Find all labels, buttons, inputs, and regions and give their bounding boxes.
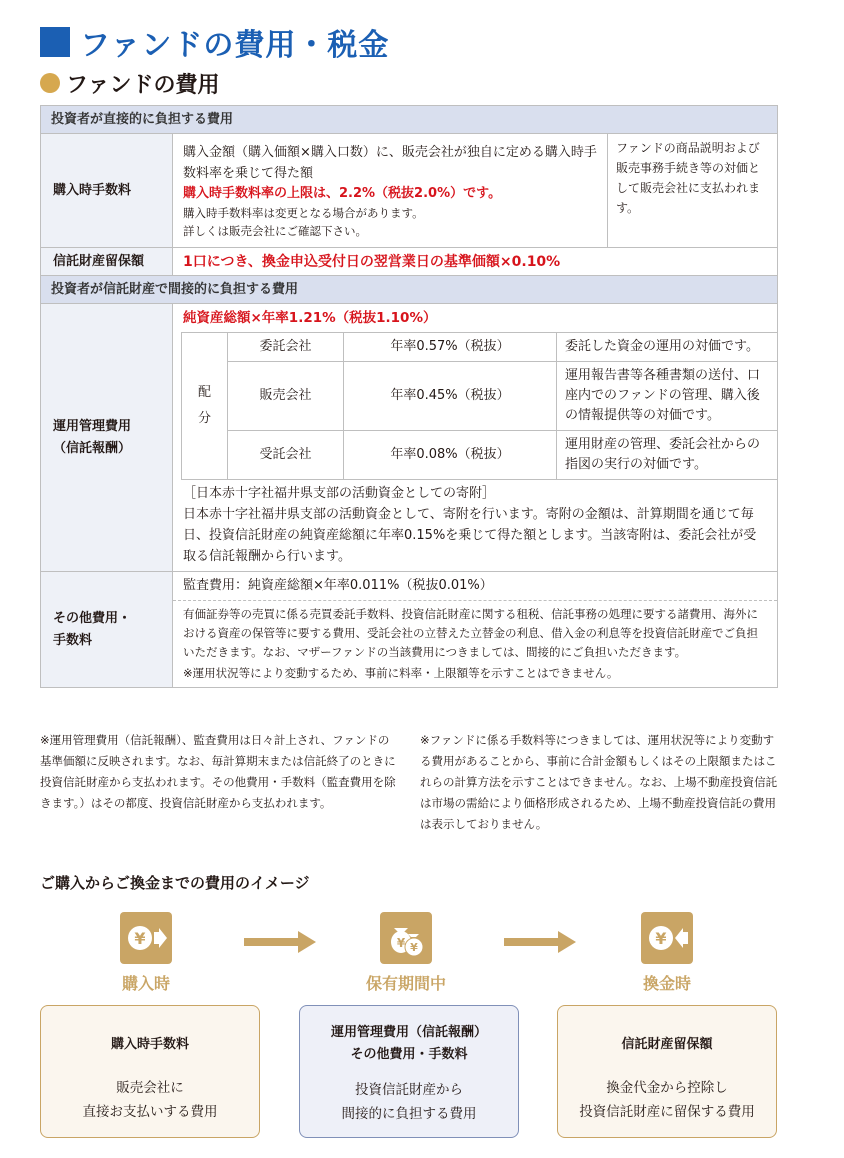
- management-fee-detail: [173, 304, 778, 572]
- step-label-holding: 保有期間中: [365, 974, 446, 993]
- other-fee-label-line2: 手数料: [53, 632, 93, 648]
- holding-cost-desc1: 投資信託財産から: [355, 1082, 463, 1098]
- allocation-row: [182, 362, 778, 431]
- management-fee-label: [41, 304, 173, 572]
- purchase-cost-title: 購入時手数料: [110, 1037, 189, 1052]
- svg-text:¥: ¥: [134, 929, 146, 948]
- purchase-fee-note2: 詳しくは販売会社にご確認下さい。: [183, 223, 367, 238]
- allocation-label-char1: 配: [197, 385, 211, 400]
- purchase-cost-desc2: 直接お支払いする費用: [82, 1104, 218, 1120]
- management-fee-label-line1: 運用管理費用: [53, 418, 132, 434]
- fees-table: [40, 105, 778, 688]
- redemption-cost-title: 信託財産留保額: [621, 1037, 713, 1052]
- purchase-fee-text: 購入金額（購入価額×購入口数）に、販売会社が独自に定める購入時手数料率を乗じて得た額: [183, 144, 597, 181]
- svg-text:¥: ¥: [396, 936, 406, 950]
- audit-fee: 監査費用：純資産総額×年率0.011%（税抜0.01%）: [173, 572, 777, 601]
- arrow-right-icon: [244, 931, 316, 953]
- note-right: ※ファンドに係る手数料等につきましては、運用状況等により変動する費用があることから、事前に合計金額もしくはその上限額またはこれらの計算方法を示すことはできません。なお、上場不動産投資信託は市場の需給により価格形成されるため、上場不動産投資信託の費用は表示しておりません。: [420, 733, 778, 831]
- step-label-redemption: 換金時: [642, 974, 691, 993]
- svg-text:¥: ¥: [655, 929, 667, 948]
- other-fee-text: 有価証券等の売買に係る売買委託手数料、投資信託財産に関する租税、信託事務の処理に要する諸費用、海外における資産の保管等に要する費用、受託会社の立替えた立替金の利息、借入金の利息等を投資信託財産でご負担いただきます。なお、マザーファンドの当該費用につきましては、間接的にご負担いただきます。: [183, 607, 758, 659]
- page-title: [40, 22, 389, 62]
- allocation-rate: 年率0.57%（税抜）: [344, 333, 557, 362]
- purchase-cost-box: [40, 1005, 260, 1138]
- step-label-purchase: 購入時: [121, 974, 170, 993]
- yen-in-icon: [120, 912, 172, 964]
- note-left: ※運用管理費用（信託報酬）、監査費用は日々計上され、ファンドの基準価額に反映されます。なお、毎計算期末または信託終了のときに投資信託財産から支払われます。その他費用・手数料（監査費用を除きます。）はその都度、投資信託財産から支払われます。: [40, 733, 396, 810]
- donation-text: 日本赤十字社福井県支部の活動資金として、寄附を行います。寄附の金額は、計算期間を通じて毎日、投資信託財産の純資産総額に年率0.15%を乗じて得た額とします。当該寄附は、委託会社が受取る信託報酬から行います。: [183, 507, 757, 564]
- allocation-party: 受託会社: [228, 431, 344, 480]
- purchase-fee-label: 購入時手数料: [41, 134, 173, 248]
- redemption-cost-desc2: 投資信託財産に留保する費用: [579, 1104, 755, 1120]
- allocation-desc: 委託した資金の運用の対価です。: [557, 333, 778, 362]
- management-fee-row: [41, 304, 778, 572]
- direct-fees-header: 投資者が直接的に負担する費用: [41, 106, 778, 134]
- indirect-fees-header: 投資者が信託財産で間接的に負担する費用: [41, 276, 778, 304]
- other-fee-label: [41, 572, 173, 688]
- title-square-icon: [40, 27, 70, 57]
- purchase-fee-side-note: ファンドの商品説明および販売事務手続き等の対価として販売会社に支払われます。: [608, 134, 778, 248]
- svg-text:¥: ¥: [410, 941, 418, 954]
- donation-block: [173, 480, 777, 571]
- donation-title: ［日本赤十字社福井県支部の活動資金としての寄附］: [183, 486, 496, 501]
- retention-text: 1口につき、換金申込受付日の翌営業日の基準価額×0.10%: [173, 248, 778, 276]
- management-fee-label-line2: （信託報酬）: [53, 440, 132, 456]
- purchase-fee-detail: [173, 134, 608, 248]
- image-section-title: ご購入からご換金までの費用のイメージ: [40, 874, 310, 892]
- section-title: [40, 68, 220, 98]
- allocation-row: [182, 333, 778, 362]
- other-fee-note: ※運用状況等により変動するため、事前に料率・上限額等を示すことはできません。: [183, 666, 619, 680]
- allocation-desc: 運用報告書等各種書類の送付、口座内でのファンドの管理、購入後の情報提供等の対価です。: [557, 362, 778, 431]
- holding-cost-title2: その他費用・手数料: [350, 1047, 468, 1062]
- section-title-text: ファンドの費用: [66, 72, 220, 98]
- yen-out-icon: [641, 912, 693, 964]
- allocation-row: [182, 431, 778, 480]
- other-fee-detail: [173, 572, 778, 688]
- redemption-cost-box: [557, 1005, 777, 1138]
- retention-row: [41, 248, 778, 276]
- redemption-cost-desc1: 換金代金から控除し: [606, 1080, 728, 1096]
- arrow-right-icon: [504, 931, 576, 953]
- page-title-text: ファンドの費用・税金: [80, 28, 390, 63]
- allocation-desc: 運用財産の管理、委託会社からの指図の実行の対価です。: [557, 431, 778, 480]
- allocation-party: 委託会社: [228, 333, 344, 362]
- allocation-table: [181, 332, 777, 480]
- allocation-party: 販売会社: [228, 362, 344, 431]
- direct-fees-header-row: [41, 106, 778, 134]
- purchase-fee-upper-limit: 購入時手数料率の上限は、2.2%（税抜2.0%）です。: [183, 185, 502, 201]
- allocation-label-char2: 分: [197, 411, 211, 426]
- retention-label: 信託財産留保額: [41, 248, 173, 276]
- indirect-fees-header-row: [41, 276, 778, 304]
- holding-cost-desc2: 間接的に負担する費用: [341, 1106, 477, 1122]
- purchase-fee-row: [41, 134, 778, 248]
- circle-bullet-icon: [40, 73, 60, 93]
- allocation-rate: 年率0.08%（税抜）: [344, 431, 557, 480]
- purchase-fee-note1: 購入時手数料率は変更となる場合があります。: [183, 205, 424, 220]
- purchase-cost-desc1: 販売会社に: [116, 1080, 184, 1096]
- holding-cost-box: [299, 1005, 519, 1138]
- other-fee-label-line1: その他費用・: [53, 610, 132, 626]
- allocation-label: [182, 333, 228, 480]
- management-fee-rate: 純資産総額×年率1.21%（税抜1.10%）: [183, 310, 437, 326]
- money-bags-icon: [380, 912, 432, 964]
- allocation-rate: 年率0.45%（税抜）: [344, 362, 557, 431]
- other-fee-row: [41, 572, 778, 688]
- holding-cost-title1: 運用管理費用（信託報酬）: [330, 1025, 487, 1040]
